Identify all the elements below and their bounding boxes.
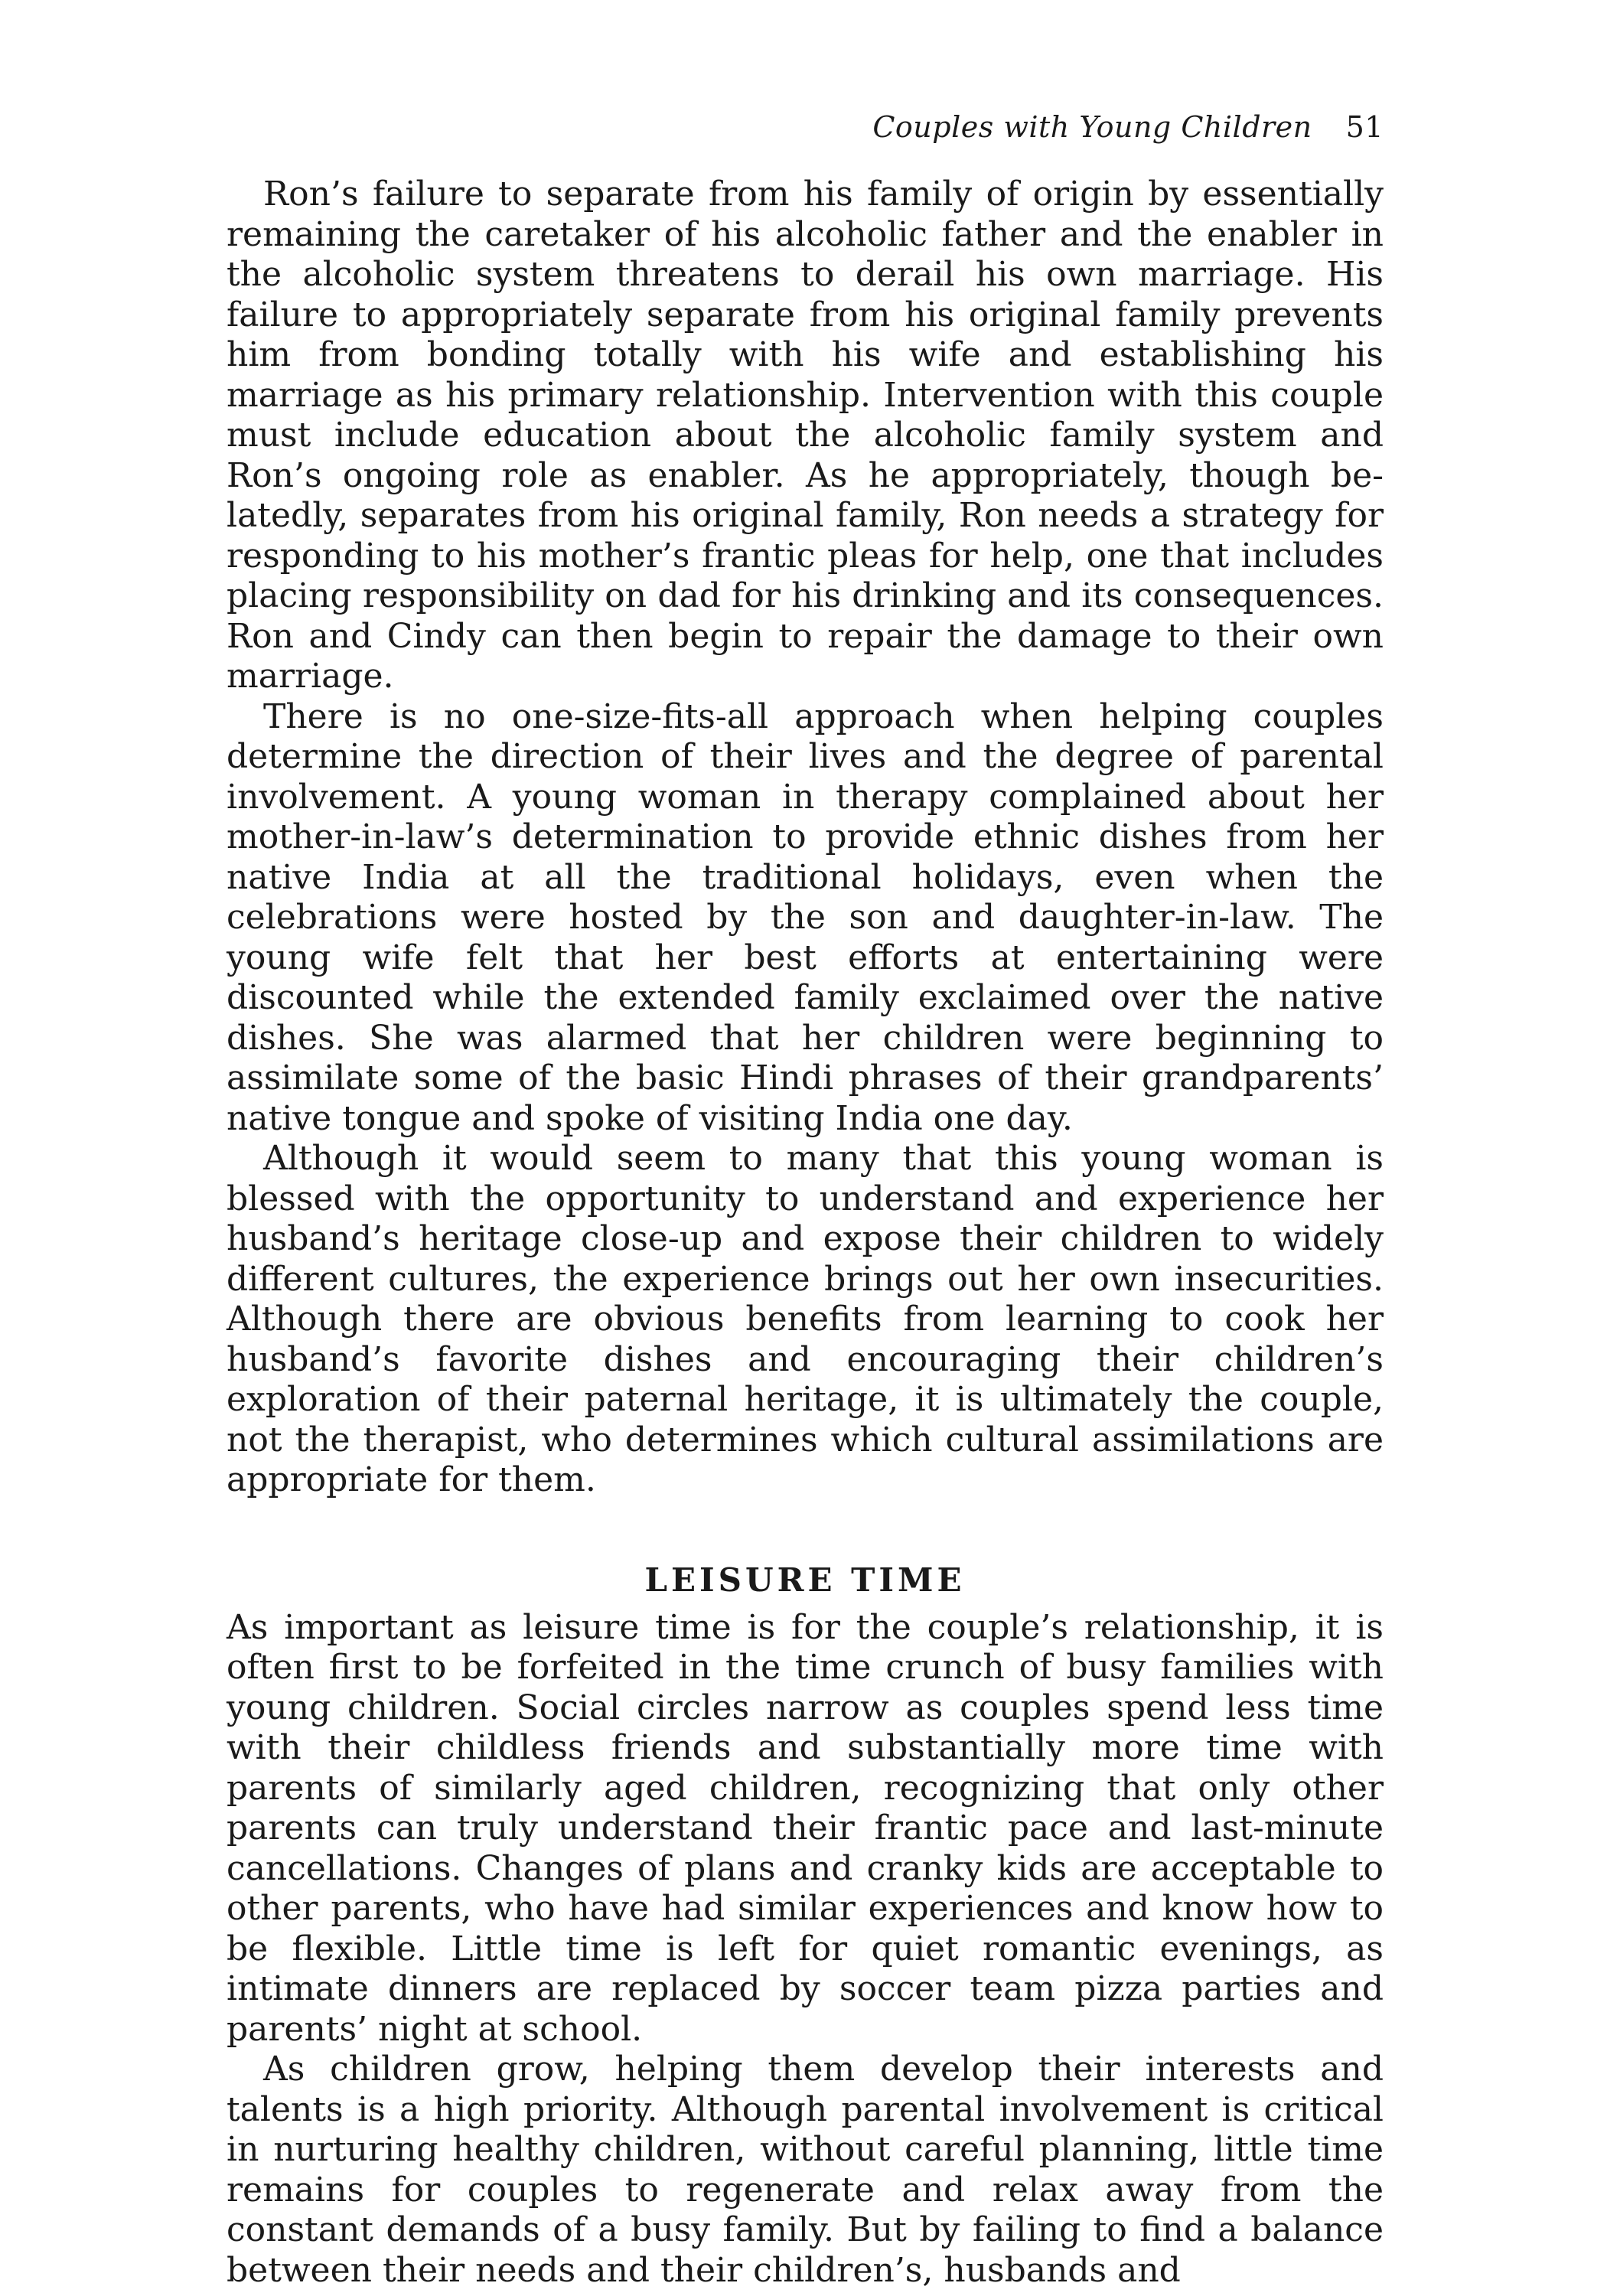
section-heading-leisure-time: LEISURE TIME xyxy=(644,1561,966,1599)
running-title: Couples with Young Children xyxy=(872,110,1312,144)
body-text xyxy=(227,174,1384,2291)
paragraph-children-grow: As children grow, helping them develop their interests and talents is a high priority. Although parental involvement is critical in nurturing healthy children, without careful planning, little time remains for couples to regenerate and relax away from the constant demands of a busy family. But by failing to find a balance between their needs and their children’s, husbands and xyxy=(227,2050,1384,2290)
paragraph-cultural-heritage: Although it would seem to many that this young woman is blessed with the opportunity to understand and experience her husband’s heritage close-up and expose their children to widely different cultures, the experience brings out her own insecurities. Although there are obvious benefits from learning to cook her husband’s favorite dishes and encouraging their children’s exploration of their paternal heritage, it is ultimately the couple, not the therapist, who determines which cultural assimilations are appropriate for them. xyxy=(227,1139,1384,1499)
paragraph-ron-separation: Ron’s failure to separate from his family of origin by essentially remaining the caretaker of his alcoholic father and the enabler in the alcoholic system threatens to derail his own marriage. His failure to appropriately separate from his original family prevents him from bonding totally with his wife and establishing his marriage as his primary relationship. Intervention with this couple must include education about the alcoholic family system and Ron’s ongoing role as enabler. As he appropriately, though belatedly, separates from his original family, Ron needs a strategy for responding to his mother’s frantic pleas for help, one that includes placing responsibility on dad for his drinking and its consequences. Ron and Cindy can then begin to repair the damage to their own marriage. xyxy=(227,174,1384,696)
page-number: 51 xyxy=(1345,110,1384,144)
running-header xyxy=(872,109,1384,145)
paragraph-leisure-importance: As important as leisure time is for the couple’s relationship, it is often first to be forfeited in the time crunch of busy families with young children. Social circles narrow as couples spend less time with their childless friends and substantially more time with parents of similarly aged children, recognizing that only other parents can truly understand their frantic pace and last-minute cancellations. Changes of plans and cranky kids are acceptable to other parents, who have had similar experiences and know how to be flexible. Little time is left for quiet romantic evenings, as intimate dinners are replaced by soccer team pizza parties and parents’ night at school. xyxy=(227,1607,1384,2049)
paragraph-one-size-fits-all: There is no one-size-fits-all approach when helping couples determine the direction of their lives and the degree of parental involvement. A young woman in therapy complained about her mother-in-law’s determination to provide ethnic dishes from her native India at all the traditional holidays, even when the celebrations were hosted by the son and daughter-in-law. The young wife felt that her best efforts at entertaining were discounted while the extended family exclaimed over the native dishes. She was alarmed that her children were beginning to assimilate some of the basic Hindi phrases of their grandparents’ native tongue and spoke of visiting India one day. xyxy=(227,696,1384,1138)
